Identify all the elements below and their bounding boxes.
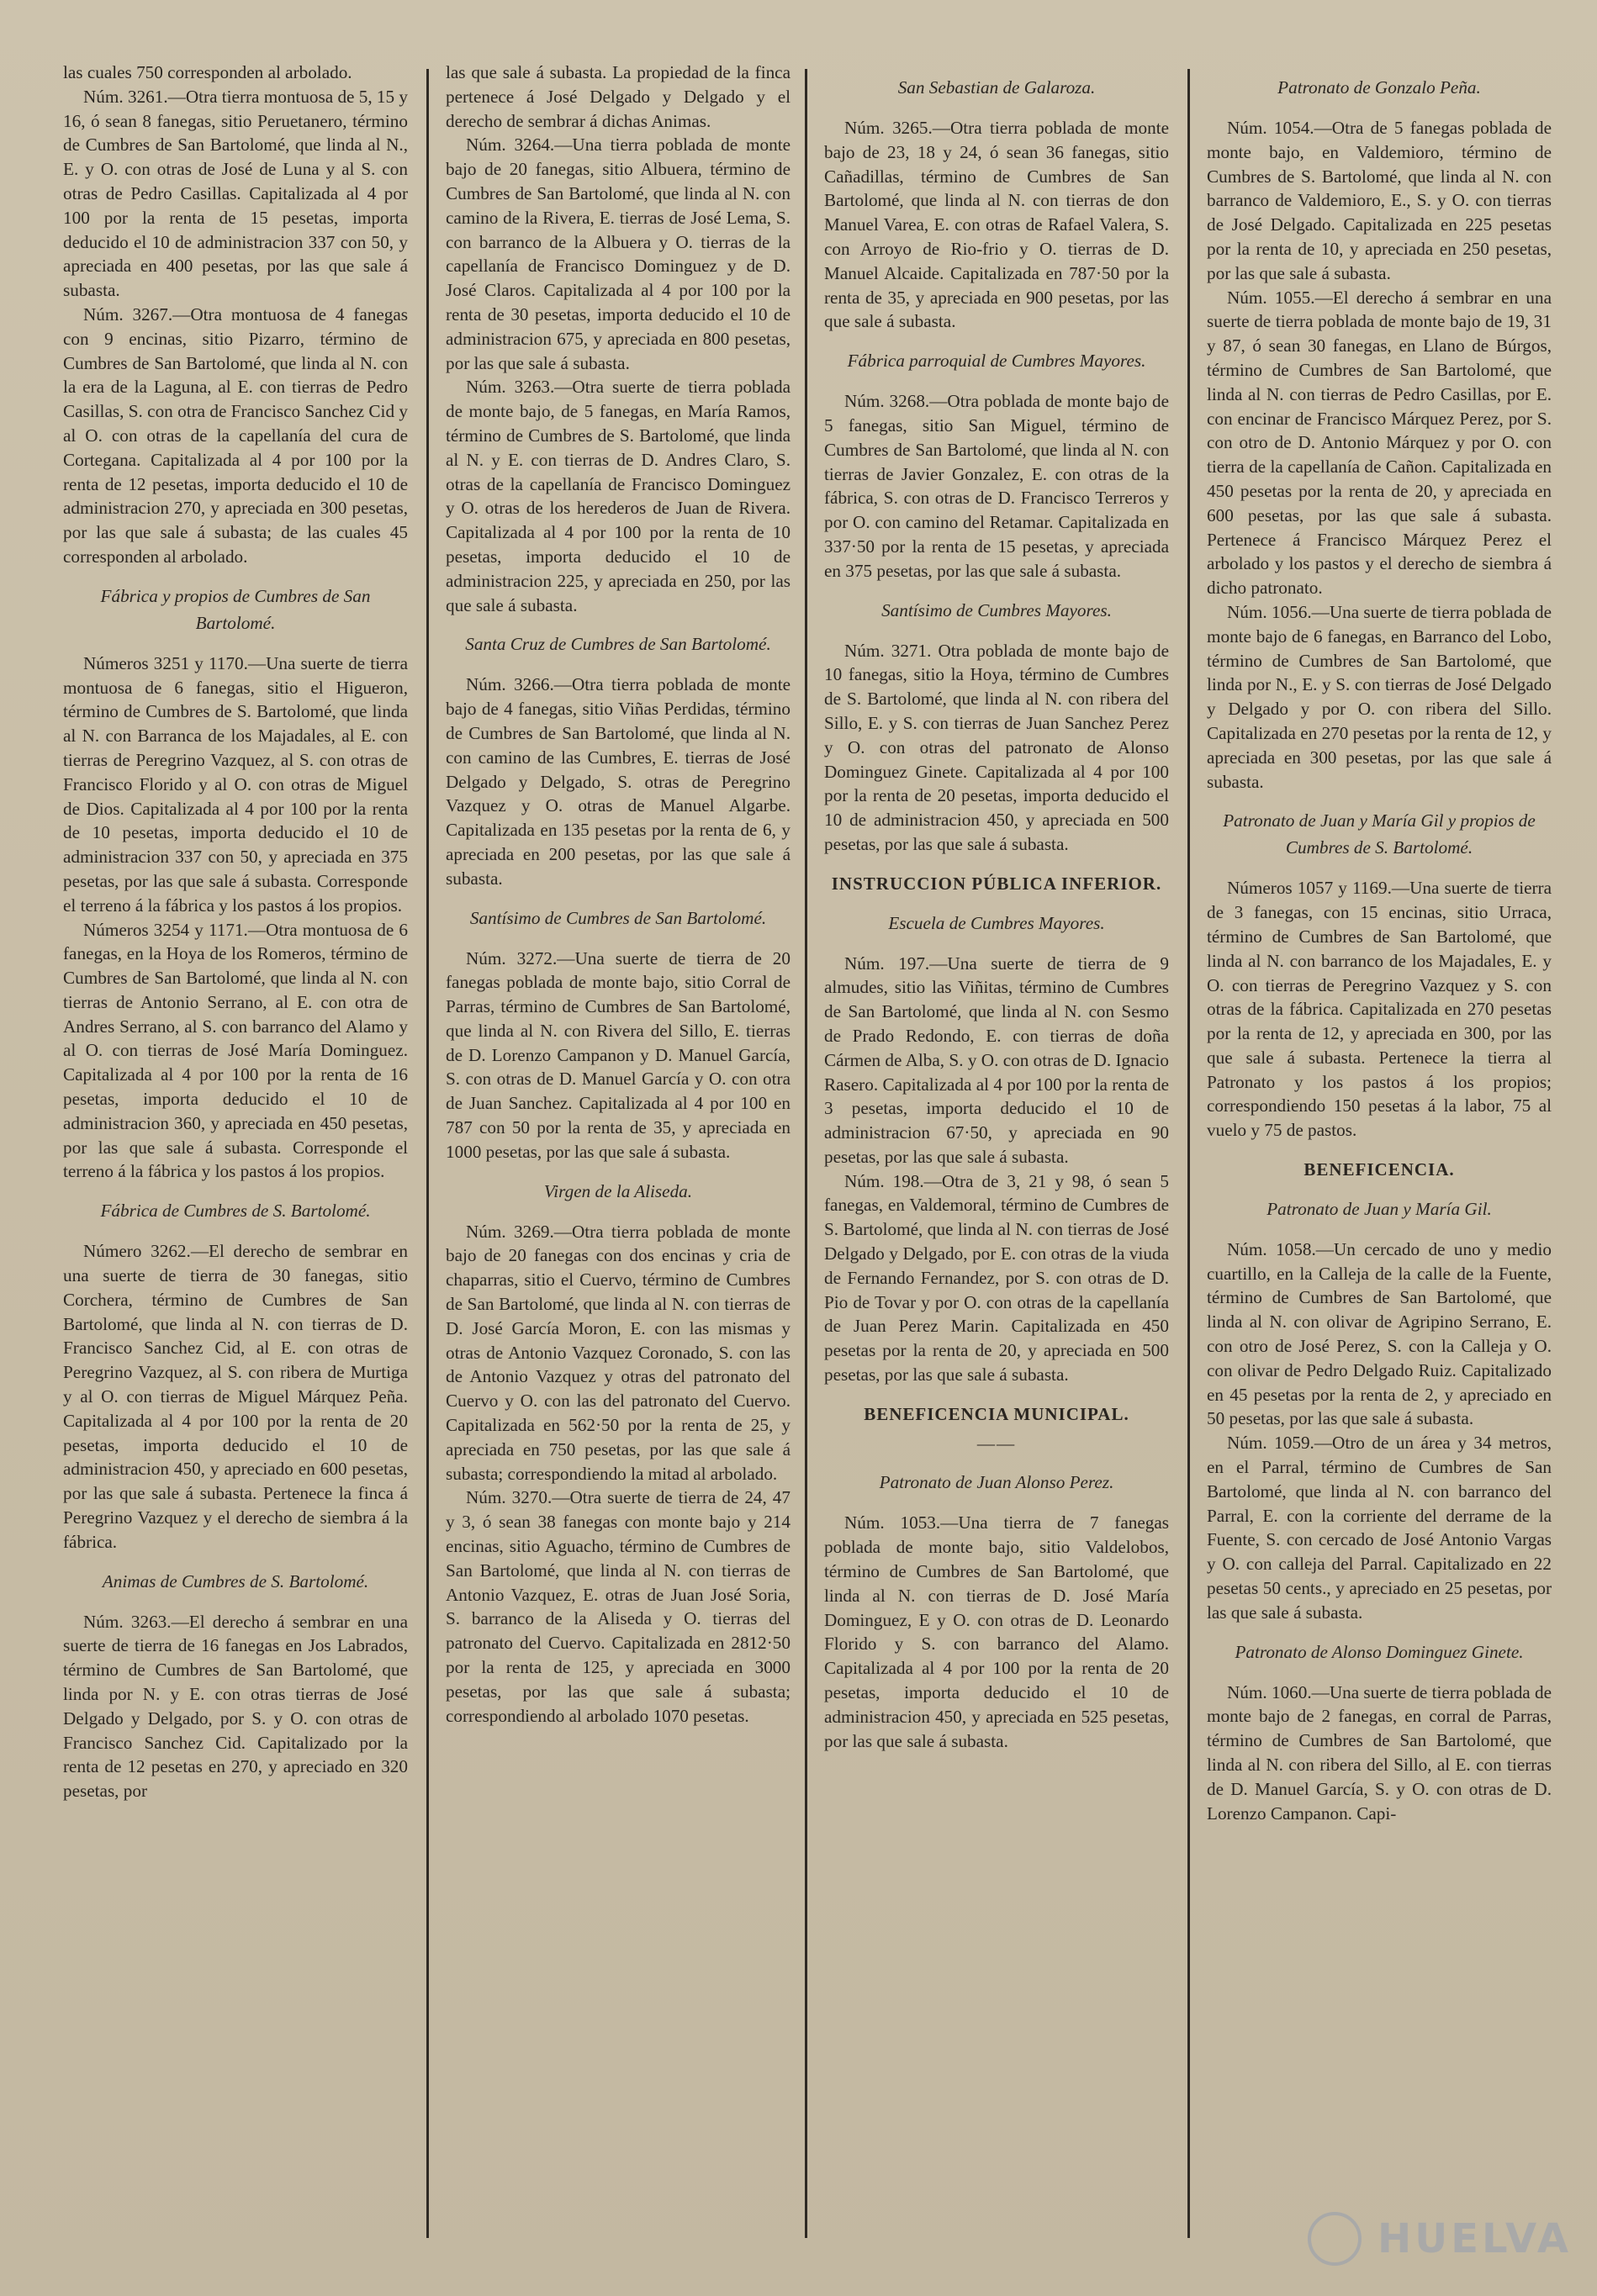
archive-seal-icon [1308, 2212, 1362, 2266]
column-1 [63, 61, 408, 1803]
paragraph-continued: las cuales 750 corresponden al arbolado. [63, 62, 352, 82]
section-title: BENEFICENCIA MUNICIPAL. [864, 1403, 1129, 1424]
section-heading: Santísimo de Cumbres Mayores. [881, 599, 1112, 620]
lot-paragraph: Núm. 1060.—Una suerte de tierra poblada de monte bajo de 2 fanegas, en corral de Parras, término de Cumbres de San Bartolomé, que linda al N. con ribera del Sillo, al E. con tierras de D. Manuel García, S. y O. con otras de D. Lorenzo Campanon. Capi- [1207, 1681, 1552, 1824]
paragraph-continued: las que sale á subasta. La propiedad de la finca pertenece á José Delgado y Delgado y el derecho de sembrar á dichas Animas. [446, 62, 791, 131]
lot-paragraph: Núm. 3264.—Una tierra poblada de monte bajo de 20 fanegas, sitio Albuera, término de Cumbres de San Bartolomé, que linda al N. con camino de la Rivera, E. tierras de José Lema, S. con barranco de la Albuera y O. tierras de la capellanía de Francisco Dominguez y de D. José Claros. Capitalizada al 4 por 100 por la renta de 30 pesetas, importa deducido el 10 de administracion 675, y apreciada en 800 pesetas, por las que sale á subasta. [446, 135, 791, 373]
section-heading: Santa Cruz de Cumbres de San Bartolomé. [465, 634, 771, 655]
column-3 [824, 61, 1169, 1753]
lot-paragraph: Núm. 1058.—Un cercado de uno y medio cuartillo, en la Calleja de la calle de la Fuente, término de Cumbres de San Bartolomé, que linda al N. con olivar de Agripino Serrano, E. con otro de José Perez, S. con la Calleja y O. con olivar de Pedro Delgado Ruiz. Capitalizado en 45 pesetas por la renta de 2, y apreciado en 50 pesetas, por las que sale á subasta. [1207, 1238, 1552, 1429]
section-heading: Patronato de Gonzalo Peña. [1277, 77, 1481, 98]
section-heading: Patronato de Alonso Dominguez Ginete. [1235, 1641, 1524, 1662]
section-heading: Santísimo de Cumbres de San Bartolomé. [469, 907, 767, 928]
lot-paragraph: Número 3262.—El derecho de sembrar en una suerte de tierra de 30 fanegas, sitio Corchera, término de Cumbres de San Bartolomé, que linda al N. con tierras de D. Francisco Sanchez Cid, al E. con otras de Peregrino Vazquez, al S. con ribera de Murtiga y al O. con tierras de Miguel Márquez Peña. Capitalizada al 4 por 100 por la renta de 20 pesetas, importa deducido el 10 de administracion 450, y apreciado en 600 pesetas, por las que sale á subasta. Pertenece la finca á Peregrino Vazquez y el derecho de siembra á la fábrica. [63, 1241, 408, 1552]
lot-paragraph: Núm. 3270.—Otra suerte de tierra de 24, 47 y 3, ó sean 38 fanegas con monte bajo y 214 encinas, sitio Aguacho, término de Cumbres de San Bartolomé, que linda al N. con tierras de Antonio Vazquez, E. otras de Juan José Soria, S. barranco de la Aliseda y O. tierras del patronato del Cuervo. Capitalizada en 2812·50 por la renta de 125, y apreciada en 3000 pesetas, por las que sale á subasta; correspondiendo al arbolado 1070 pesetas. [446, 1487, 791, 1726]
section-heading: San Sebastian de Galaroza. [897, 77, 1096, 98]
lot-paragraph: Núm. 3261.—Otra tierra montuosa de 5, 15 y 16, ó sean 8 fanegas, sitio Peruetanero, término de Cumbres de San Bartolomé, que linda al N., E. y O. con otras de José de Luna y al S. con otras de Pedro Casillas. Capitalizada al 4 por 100 por la renta de 15 pesetas, importa deducido el 10 de administracion 337 con 50, y apreciada en 400 pesetas, por las que sale á subasta. [63, 86, 409, 301]
section-heading: Patronato de Juan Alonso Perez. [879, 1472, 1114, 1493]
lot-paragraph: Núm. 1059.—Otro de un área y 34 metros, en el Parral, término de Cumbres de San Bartolomé, que linda al N. con barranco del Parral, E. con la corriente del derrame de la Fuente, S. con cercado de José Antonio Vargas y O. con calleja del Parral. Capitalizado en 22 pesetas 50 cents., y apreciado en 25 pesetas, por las que sale á subasta. [1207, 1433, 1552, 1623]
section-heading: Patronato de Juan y María Gil. [1266, 1198, 1492, 1219]
column-rule [426, 69, 429, 2238]
lot-paragraph: Núm. 3268.—Otra poblada de monte bajo de 5 fanegas, sitio San Miguel, término de Cumbres de San Bartolomé, que linda al N. con tierras de Javier Gonzalez, E. con otras de la fábrica, S. con otras de D. Francisco Terreros y por O. con camino del Retamar. Capitalizada en 337·50 por la renta de 15 pesetas, y apreciada en 375 pesetas, por las que sale á subasta. [824, 391, 1169, 581]
lot-paragraph: Números 3251 y 1170.—Una suerte de tierra montuosa de 6 fanegas, sitio el Higueron, término de Cumbres de S. Bartolomé, que linda al N. con Barranca de los Majadales, al E. con tierras de Peregrino Vazquez, al S. con otras de Francisco Florido y al O. con otras de Miguel de Dios. Capitalizada al 4 por 100 por la renta de 10 pesetas, importa deducido el 10 de administracion 337 con 50, y apreciada en 375 pesetas, por las que sale á subasta. Corresponde el terreno á la fábrica y los pastos á los propios. [63, 652, 408, 916]
lot-paragraph: Núm. 1056.—Una suerte de tierra poblada de monte bajo de 6 fanegas, en Barranco del Lobo, término de Cumbres de San Bartolomé, que linda por N., E. y S. con tierras de José Delgado y Delgado y por O. con ribera del Sillo. Capitalizada en 270 pesetas por la renta de 12, y apreciada en 300 pesetas, por las que sale á subasta. [1207, 601, 1552, 792]
section-title: INSTRUCCION PÚBLICA INFERIOR. [831, 873, 1162, 894]
lot-paragraph: Núm. 3263.—Otra suerte de tierra poblada de monte bajo, de 5 fanegas, en María Ramos, término de Cumbres de S. Bartolomé, que linda al N. y E. con tierras de D. Andres Claro, S. otras de la capellanía de Francisco Dominguez y O. otras de los herederos de Juan de Rivera. Capitalizada al 4 por 100 por la renta de 10 pesetas, importa deducido el 10 de administracion 225, y apreciada en 250, por las que sale á subasta. [446, 377, 791, 615]
section-heading: Animas de Cumbres de S. Bartolomé. [102, 1570, 369, 1591]
lot-paragraph: Núm. 1055.—El derecho á sembrar en una suerte de tierra poblada de monte bajo de 19, 31 y 87, ó sean 30 fanegas, en Llano de Búrgos, término de Cumbres de San Bartolomé, que linda al N. con tierras de Pedro Casillas, por E. con encinar de Francisco Márquez Perez, por S. con otro de D. Antonio Márquez y por O. con tierra de la capellanía de Cañon. Capitalizada en 450 pesetas por la renta de 20, y apreciada en 600 pesetas, por las que sale á subasta. Pertenece á Francisco Márquez Perez el arbolado y los pastos y el derecho de siembra á dicho patronato. [1207, 287, 1552, 599]
lot-paragraph: Números 1057 y 1169.—Una suerte de tierra de 3 fanegas, con 15 encinas, sitio Urraca, término de Cumbres de San Bartolomé, que linda al N. con barranco de los Majadales, E. y O. con tierras de Peregrino Vazquez y S. con otras de la fábrica. Capitalizada en 270 pesetas por la renta de 12, y apreciada en 300, por las que sale á subasta. Pertenece la tierra al Patronato y los pastos á los propios; correspondiendo 150 pesetas á la labor, 75 al vuelo y 75 de pastos. [1207, 878, 1552, 1141]
divider-dash: —— [976, 1433, 1017, 1454]
lot-paragraph: Núm. 197.—Una suerte de tierra de 9 almudes, sitio las Viñitas, término de Cumbres de San Bartolomé, que linda al N. con Sesmo de Prado Redondo, E. con tierras de doña Cármen de Alba, S. y O. con otras de D. Ignacio Rasero. Capitalizada al 4 por 100 por la renta de 3 pesetas, importa deducido el 10 de administracion 67·50, y apreciada en 90 pesetas, por las que sale á subasta. [824, 953, 1169, 1167]
section-heading: Fábrica y propios de Cumbres de San Bartolomé. [100, 585, 371, 633]
column-rule [805, 69, 807, 2238]
lot-paragraph: Núm. 1054.—Otra de 5 fanegas poblada de monte bajo, en Valdemioro, término de Cumbres de S. Bartolomé, que linda al N. con barranco de Valdemioro, E., S. y O. con tierras de José Delgado. Capitalizada en 225 pesetas por la renta de 10, y apreciada en 250 pesetas, por las que sale á subasta. [1207, 118, 1552, 283]
section-heading: Patronato de Juan y María Gil y propios de Cumbres de S. Bartolomé. [1223, 810, 1536, 858]
lot-paragraph: Núm. 3271. Otra poblada de monte bajo de 10 fanegas, sitio la Hoya, término de Cumbres de S. Bartolomé, que linda al N. con ribera del Sillo, E. y S. con tierras de Juan Sanchez Perez y O. con otras del patronato de Alonso Dominguez Ginete. Capitalizada al 4 por 100 por la renta de 20 pesetas, importa deducido el 10 de administracion 450, y apreciada en 500 pesetas, por las que sale á subasta. [824, 640, 1169, 854]
lot-paragraph: Núm. 3263.—El derecho á sembrar en una suerte de tierra de 16 fanegas en Jos Labrados, término de Cumbres de San Bartolomé, que linda por N. y E. con otras tierras de José Delgado y Delgado, por S. y O. con otras de Francisco Sanchez Cid. Capitalizado por la renta de 12 pesetas en 270, y apreciado en 320 pesetas, por [63, 1611, 408, 1802]
section-heading: Virgen de la Aliseda. [543, 1180, 693, 1201]
section-heading: Fábrica parroquial de Cumbres Mayores. [847, 351, 1146, 372]
archive-watermark: HUELVA [1378, 2215, 1572, 2262]
lot-paragraph: Núm. 198.—Otra de 3, 21 y 98, ó sean 5 fanegas, en Valdemoral, término de Cumbres de S. Bartolomé, que linda al N. con tierras de José Delgado y Delgado, por E. con otras de la viuda de Fernando Fernandez, por S. con otras de D. Pio de Tovar y por O. con otras de la capellanía de Juan Perez Marin. Capitalizada en 450 pesetas por la renta de 20, y apreciada en 500 pesetas, por las que sale á subasta. [824, 1170, 1169, 1386]
column-rule [1187, 69, 1190, 2238]
section-title: BENEFICENCIA. [1304, 1159, 1455, 1180]
section-heading: Fábrica de Cumbres de S. Bartolomé. [100, 1201, 371, 1222]
lot-paragraph: Núm. 3267.—Otra montuosa de 4 fanegas con 9 encinas, sitio Pizarro, término de Cumbres de San Bartolomé, que linda al N. con la era de la Laguna, al E. con tierras de Pedro Casillas, S. con otra de Francisco Sanchez Cid y al O. con otras de la capellanía del cura de Cortegana. Capitalizada al 4 por 100 por la renta de 12 pesetas, importa deducido el 10 de administracion 270, y apreciada en 300 pesetas, por las que sale á subasta; de las cuales 45 corresponden al arbolado. [63, 303, 408, 567]
section-heading: Escuela de Cumbres Mayores. [888, 912, 1105, 933]
lot-paragraph: Núm. 3269.—Otra tierra poblada de monte bajo de 20 fanegas con dos encinas y cria de chaparras, sitio el Cuervo, término de Cumbres de San Bartolomé, que linda al N. con tierras de D. José García Moron, E. con las mismas y otras de Antonio Vazquez Coronado, S. con las de Antonio Vazquez y otras del patronato del Cuervo y O. con las del patronato del Cuervo. Capitalizada en 562·50 por la renta de 25, y apreciada en 750 pesetas, por las que sale á subasta; correspondiendo la mitad al arbolado. [446, 1221, 791, 1484]
lot-paragraph: Núm. 1053.—Una tierra de 7 fanegas poblada de monte bajo, sitio Valdelobos, término de Cumbres de San Bartolomé, que linda al N. con tierras de D. José María Dominguez, E y O. con otras de D. Leonardo Florido y S. con barranco del Alamo. Capitalizada al 4 por 100 por la renta de 20 pesetas, importa deducido el 10 de administracion 450, y apreciada en 525 pesetas, por las que sale á subasta. [824, 1512, 1169, 1751]
column-2 [446, 61, 791, 1728]
lot-paragraph: Núm. 3266.—Otra tierra poblada de monte bajo de 4 fanegas, sitio Viñas Perdidas, término de Cumbres de San Bartolomé, que linda al N. con camino de las Cumbres, E. tierras de José Delgado y Delgado, S. otras de Peregrino Vazquez y O. otras de Manuel Algarbe. Capitalizada en 135 pesetas por la renta de 6, y apreciada en 200 pesetas, por las que sale á subasta. [446, 674, 791, 889]
column-4 [1207, 61, 1552, 1825]
lot-paragraph: Núm. 3272.—Una suerte de tierra de 20 fanegas poblada de monte bajo, sitio Corral de Parras, término de Cumbres de San Bartolomé, que linda al N. con Rivera del Sillo, E. tierras de D. Lorenzo Campanon y D. Manuel García, S. con otras de D. Manuel García y O. con otra de Juan Sanchez. Capitalizada al 4 por 100 en 787 con 50 por la renta de 35, y apreciada en 1000 pesetas, por las que sale á subasta. [446, 947, 791, 1162]
lot-paragraph: Núm. 3265.—Otra tierra poblada de monte bajo de 23, 18 y 24, ó sean 36 fanegas, sitio Cañadillas, término de Cumbres de San Bartolomé, que linda al N. con tierras de don Manuel Varea, E. con otras de Rafael Valera, S. con Arroyo de Rio-frio y O. tierras de D. Manuel Alcaide. Capitalizada en 787·50 por la renta de 35, y apreciada en 900 pesetas, por las que sale á subasta. [824, 118, 1169, 332]
lot-paragraph: Números 3254 y 1171.—Otra montuosa de 6 fanegas, en la Hoya de los Romeros, término de Cumbres de San Bartolomé, que linda al N. con tierras de Antonio Serrano, al E. con otra de Andres Serrano, al S. con barranco del Alamo y al O. con tierras de José María Dominguez. Capitalizada al 4 por 100 por la renta de 16 pesetas, importa deducido el 10 de administracion 360, y apreciada en 450 pesetas, por las que sale á subasta. Corresponde el terreno á la fábrica y los pastos á los propios. [63, 919, 408, 1182]
